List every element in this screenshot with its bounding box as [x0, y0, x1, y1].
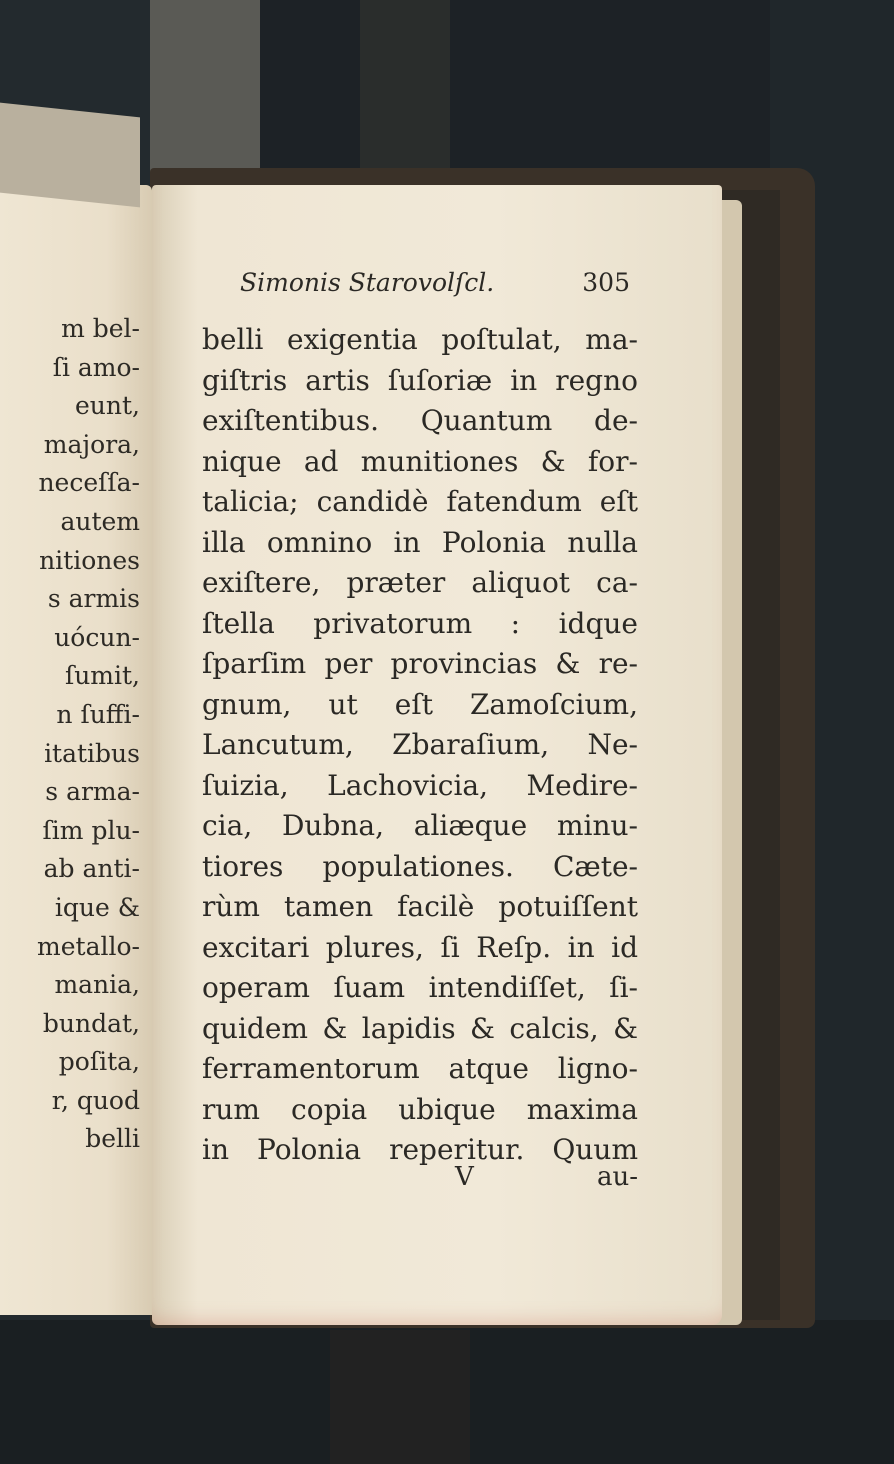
text-line: cia, Dubna, aliæque minu-	[202, 809, 638, 842]
signature-mark: V	[455, 1162, 474, 1192]
book-stand-base	[330, 1330, 470, 1464]
text-line: operam ſuam intendiſſet, ſi-	[202, 971, 638, 1004]
left-line: majora,	[43, 429, 140, 459]
left-line: metallo-	[37, 931, 140, 961]
left-page-text	[0, 310, 140, 1159]
left-line: belli	[85, 1124, 140, 1154]
text-line: ferramentorum atque ligno-	[202, 1052, 638, 1085]
text-line: belli exigentia poſtulat, ma-	[202, 323, 638, 356]
text-line: ſuizia, Lachovicia, Medire-	[202, 768, 638, 802]
running-head: Simonis Starovolſcl.	[240, 268, 495, 297]
text-line: exiſtere, præter aliquot ca-	[202, 566, 638, 599]
left-line: ique &	[54, 892, 140, 922]
left-line: s arma-	[45, 777, 140, 807]
left-line: ſim plu-	[42, 815, 140, 845]
text-line: talicia; candidè fatendum eſt	[202, 485, 638, 518]
book-stand-post-dark	[360, 0, 450, 190]
left-line: itatibus	[44, 738, 140, 768]
text-line: ſparſim per provincias & re-	[202, 647, 638, 680]
left-line: bundat,	[42, 1008, 140, 1038]
page-number: 305	[582, 268, 630, 297]
text-line: nique ad munitiones & for-	[202, 444, 638, 478]
text-line: rùm tamen facilè potuiſſent	[202, 890, 638, 923]
text-line: excitari plures, ſi Reſp. in id	[202, 930, 638, 964]
left-line: ab anti-	[43, 854, 140, 884]
text-line: quidem & lapidis & calcis, &	[202, 1011, 638, 1045]
text-line: exiſtentibus. Quantum de-	[202, 404, 638, 437]
book-stand-post	[150, 0, 260, 190]
text-line: tiores populationes. Cæte-	[202, 849, 638, 883]
left-line: mania,	[54, 970, 140, 1000]
text-line: in Polonia reperitur. Quum	[202, 1133, 638, 1166]
left-line: neceſſa-	[38, 468, 140, 498]
left-line: r, quod	[51, 1085, 140, 1115]
left-line: m bel-	[61, 314, 140, 343]
left-line: ſi amo-	[52, 352, 140, 382]
text-line: Lancutum, Zbaraſium, Ne-	[202, 728, 638, 761]
page-body	[202, 320, 638, 1171]
running-header	[240, 268, 630, 304]
left-line: autem	[60, 506, 140, 536]
left-line: poſita,	[58, 1047, 140, 1077]
text-line: ſtella privatorum : idque	[202, 606, 638, 640]
left-line: nitiones	[39, 545, 140, 575]
page-footer	[210, 1162, 638, 1202]
left-line: ſumit,	[64, 661, 140, 691]
left-line: s armis	[47, 584, 140, 614]
text-line: illa omnino in Polonia nulla	[202, 525, 638, 559]
text-line: gnum, ut eſt Zamoſcium,	[202, 687, 638, 721]
left-page-shadow	[0, 103, 140, 208]
left-line: uócun-	[54, 622, 140, 652]
text-line: giſtris artis ſuſoriæ in regno	[202, 363, 638, 397]
text-line: rum copia ubique maxima	[202, 1092, 638, 1126]
left-line: n ſuffi-	[56, 699, 140, 729]
catchword: au-	[596, 1162, 638, 1192]
left-line: eunt,	[75, 391, 140, 421]
